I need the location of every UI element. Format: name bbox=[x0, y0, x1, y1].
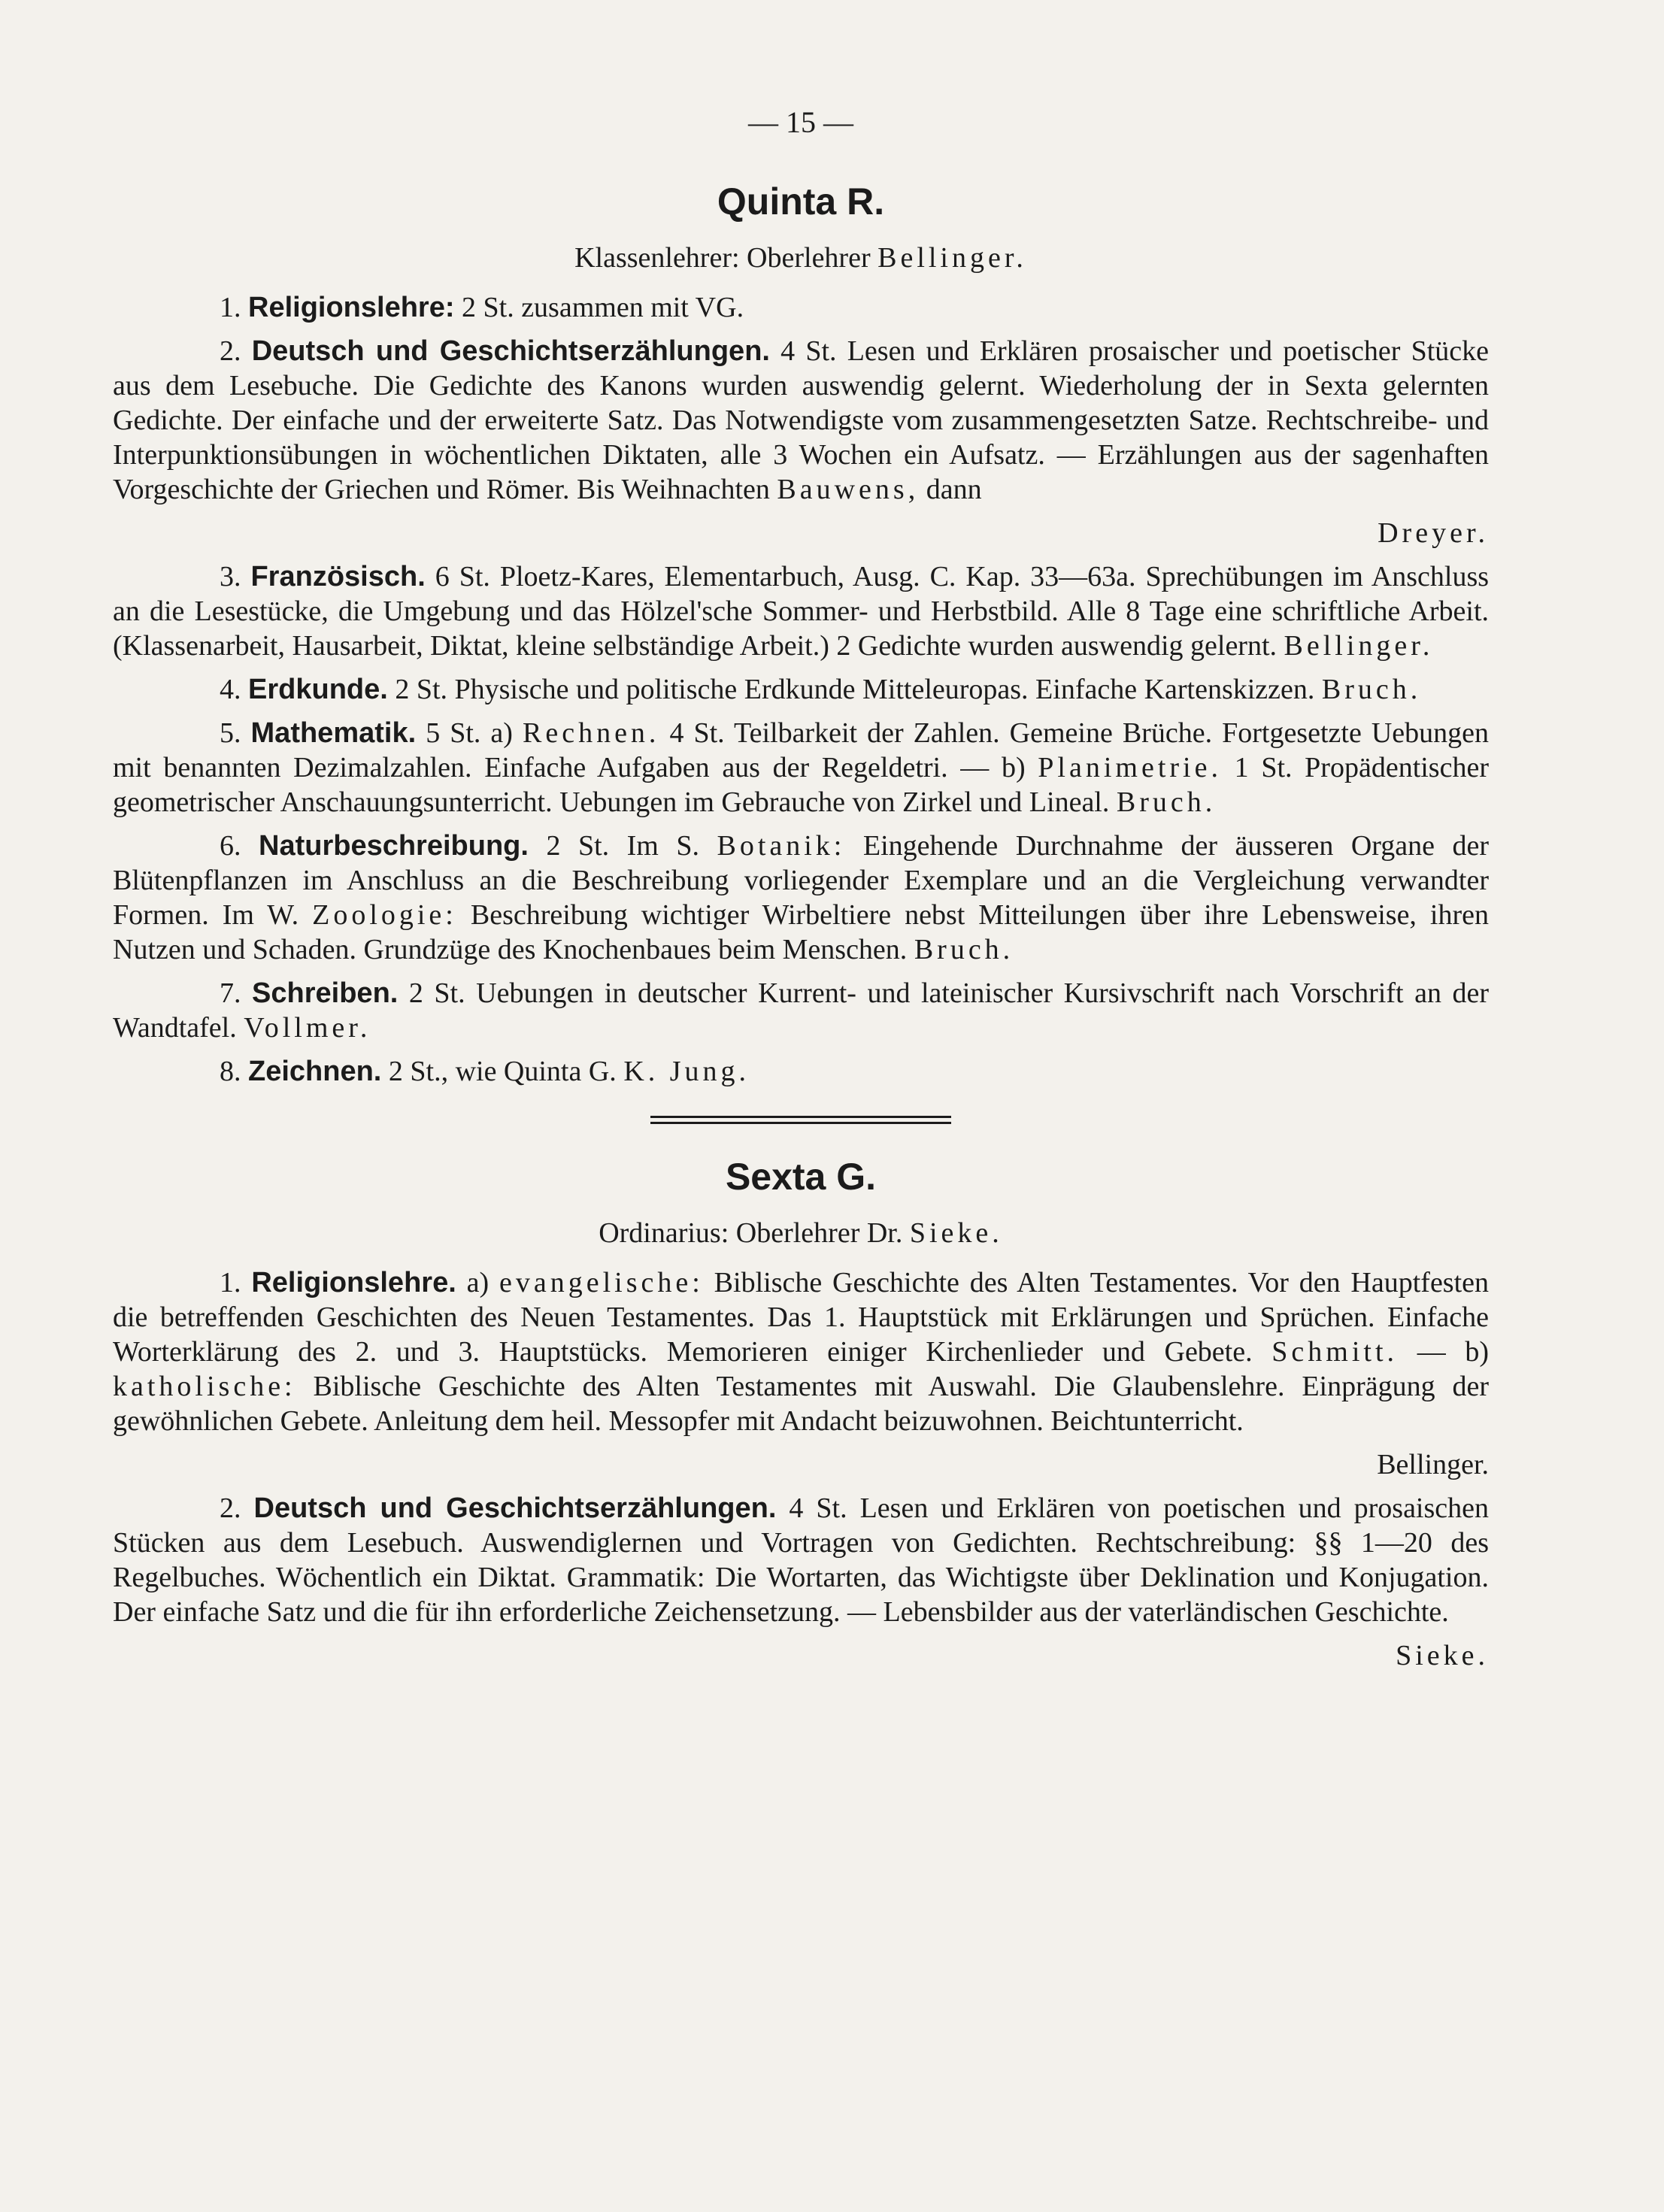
sexta-heading: Sexta G. bbox=[725, 1156, 877, 1198]
subject-number: 7. bbox=[220, 977, 241, 1009]
teacher-name: Bellinger. bbox=[1377, 1449, 1489, 1480]
subject-text: 4 St. Lesen und Erklären prosaischer und poetischer Stücke aus dem Lesebuche. Die Gedichte des Kanons wurden auswendig gelernt. Wiederholung der in Sexta gelernten Gedichte. Der einfache und der erweiterte Satz. Das Notwendigste vom zusammengesetzten Satze. Rechtschreibe- und Interpunktionsübungen in wöchentlichen Diktaten, alle 3 Wochen ein Aufsatz. — Erzählungen aus der sagenhaften Vorgeschichte der Griechen und Römer. Bis Weihnachten bbox=[113, 335, 1490, 505]
subject-text: 2 St. Uebungen in deutscher Kurrent- und lateinischer Kursivschrift nach Vorschrift an der Wandtafel. bbox=[113, 977, 1490, 1044]
subject-text: Biblische Geschichte des Alten Testamentes mit Auswahl. Die Glaubenslehre. Einprägung der gewöhnlichen Gebete. Anleitung dem heil. Messopfer mit Andacht beizuwohnen. Beichtunterricht. bbox=[113, 1371, 1490, 1437]
subject-number: 4. bbox=[220, 674, 241, 705]
subject-text: 2 St. Im S. bbox=[546, 830, 699, 862]
quinta-heading: Quinta R. bbox=[717, 180, 885, 223]
subject-name: Deutsch und Geschichtserzählungen. bbox=[251, 335, 770, 367]
quinta-class-teacher bbox=[113, 241, 1489, 275]
teacher-label: Ordinarius: bbox=[599, 1217, 729, 1249]
quinta-subject-4 bbox=[113, 672, 1489, 707]
teacher-label: Klassenlehrer: bbox=[574, 242, 740, 274]
teacher-name: K. Jung. bbox=[623, 1056, 750, 1087]
subject-name: Schreiben. bbox=[252, 977, 399, 1009]
quinta-subject-2 bbox=[113, 334, 1489, 507]
sexta-subject-1 bbox=[113, 1265, 1489, 1438]
sexta-subject-2 bbox=[113, 1491, 1489, 1629]
subject-number: 3. bbox=[220, 561, 241, 592]
subject-text: 5 St. a) bbox=[426, 717, 513, 749]
teacher-name: Dreyer. bbox=[1378, 517, 1489, 549]
subject-text: 2 St. Physische und politische Erdkunde Mitteleuropas. Einfache Kartenskizzen. bbox=[395, 674, 1315, 705]
teacher-name: Bellinger. bbox=[877, 242, 1027, 274]
subject-number: 2. bbox=[220, 1492, 241, 1524]
document-page bbox=[113, 105, 1489, 1682]
subject-text: 2 St., wie Quinta G. bbox=[388, 1056, 617, 1087]
subject-text: Beschreibung wichtiger Wirbeltiere nebst Mitteilungen über ihre Lebensweise, ihren Nutzen und Schaden. Grundzüge des Knochenbaues beim Menschen. bbox=[113, 899, 1490, 965]
teacher-title: Oberlehrer bbox=[747, 242, 871, 274]
subject-number: 2. bbox=[220, 335, 241, 367]
teacher-name: Bruch. bbox=[1116, 786, 1217, 818]
sexta-ordinarius bbox=[113, 1216, 1489, 1250]
subject-number: 5. bbox=[220, 717, 241, 749]
subject-name: Mathematik. bbox=[250, 717, 417, 749]
quinta-subject-6 bbox=[113, 829, 1489, 967]
quinta-subject-1 bbox=[113, 290, 1489, 325]
subject-text: dann bbox=[926, 474, 982, 505]
subject-name: Deutsch und Geschichtserzählungen. bbox=[253, 1492, 777, 1524]
subject-term: evangelische: bbox=[499, 1267, 704, 1298]
subject-term: Botanik: bbox=[717, 830, 846, 862]
teacher-name: Schmitt. bbox=[1271, 1336, 1399, 1368]
teacher-name: Bruch. bbox=[1321, 674, 1422, 705]
subject-text: Biblische Geschichte des Alten Testamentes. Vor den Hauptfesten die betreffenden Geschichten des Neuen Testamentes. Das 1. Hauptstück mit Erklärungen und Sprüchen. Einfache Worterklärung des 2. und 3. Hauptstücks. Memorieren einiger Kirchenlieder und Gebete. bbox=[113, 1267, 1490, 1368]
subject-number: 1. bbox=[220, 1267, 241, 1298]
page-number: — 15 — bbox=[748, 105, 853, 139]
teacher-name: Bruch. bbox=[914, 934, 1014, 965]
subject-text: — b) bbox=[1417, 1336, 1490, 1368]
subject-text: Eingehende Durchnahme der äusseren Organe der Blütenpflanzen im Anschluss an die Beschreibung vorliegender Exemplare und an die Vergleichung verwandter Formen. Im W. bbox=[113, 830, 1489, 931]
subject-name: Naturbeschreibung. bbox=[259, 830, 529, 862]
sexta-subject-1-teacher bbox=[113, 1447, 1489, 1482]
subject-text: 1 St. Propädentischer geometrischer Anschauungsunterricht. Uebungen im Gebrauche von Zirkel und Lineal. bbox=[113, 752, 1489, 818]
teacher-title: Oberlehrer Dr. bbox=[735, 1217, 903, 1249]
subject-term: katholische: bbox=[113, 1371, 296, 1402]
subject-name: Zeichnen. bbox=[248, 1056, 382, 1087]
subject-number: 8. bbox=[220, 1056, 241, 1087]
subject-text: 4 St. Lesen und Erklären von poetischen und prosaischen Stücken aus dem Lesebuch. Auswendiglernen und Vortragen von Gedichten. Rechtschreibung: §§ 1—20 des Regelbuches. Wöchentlich ein Diktat. Grammatik: Die Wortarten, das Wichtigste über Deklination und Konjugation. Der einfache Satz und die für ihn erforderliche Zeichensetzung. — Lebensbilder aus der vaterländischen Geschichte. bbox=[113, 1492, 1490, 1628]
subject-text: 2 St. zusammen mit VG. bbox=[462, 292, 744, 323]
teacher-name: Bauwens, bbox=[777, 474, 920, 505]
subject-text: 6 St. Ploetz-Kares, Elementarbuch, Ausg. C. Kap. 33—63a. Sprechübungen im Anschluss an die Lesestücke, die Umgebung und das Hölzel'sche Sommer- und Herbstbild. Alle 8 Tage eine schriftliche Arbeit. (Klassenarbeit, Hausarbeit, Diktat, kleine selbständige Arbeit.) 2 Gedichte wurden auswendig gelernt. bbox=[113, 561, 1490, 662]
quinta-subject-3 bbox=[113, 559, 1489, 663]
subject-term: Planimetrie. bbox=[1038, 752, 1222, 783]
subject-name: Religionslehre. bbox=[251, 1267, 456, 1298]
subject-number: 1. bbox=[220, 292, 241, 323]
teacher-name: Vollmer. bbox=[244, 1012, 371, 1044]
quinta-subject-7 bbox=[113, 976, 1489, 1045]
subject-number: 6. bbox=[220, 830, 241, 862]
subject-term: Zoologie: bbox=[312, 899, 457, 931]
quinta-subject-8 bbox=[113, 1054, 1489, 1089]
section-divider bbox=[650, 1116, 951, 1124]
sexta-subject-2-teacher bbox=[113, 1638, 1489, 1673]
subject-name: Religionslehre: bbox=[248, 292, 455, 323]
quinta-subject-5 bbox=[113, 716, 1489, 820]
teacher-name: Sieke. bbox=[1396, 1640, 1489, 1671]
teacher-name: Sieke. bbox=[909, 1217, 1003, 1249]
subject-term: Rechnen. bbox=[522, 717, 660, 749]
subject-name: Erdkunde. bbox=[248, 674, 388, 705]
subject-name: Französisch. bbox=[250, 561, 426, 592]
quinta-subject-2-teacher bbox=[113, 516, 1489, 550]
teacher-name: Bellinger. bbox=[1284, 630, 1434, 662]
subject-text: 4 St. Teilbarkeit der Zahlen. Gemeine Brüche. Fortgesetzte Uebungen mit benannten Dezimalzahlen. Einfache Aufgaben aus der Regeldetri. — b) bbox=[113, 717, 1490, 783]
subject-text: a) bbox=[466, 1267, 490, 1298]
